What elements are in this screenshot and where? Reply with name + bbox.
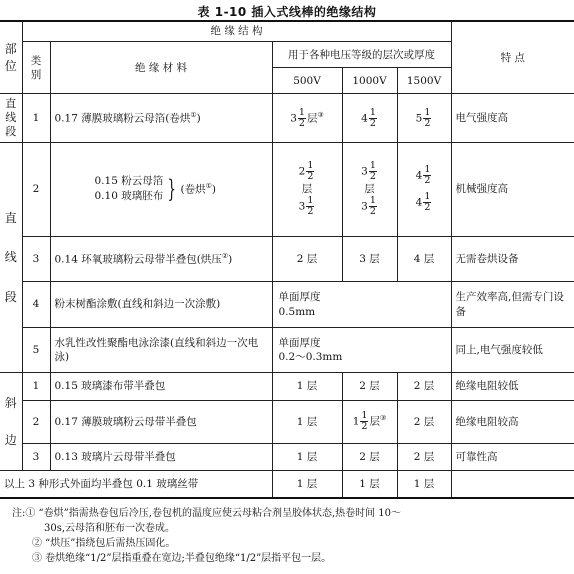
note-3: ③ 卷烘绝缘“1/2”层指重叠在宽边;半叠包绝缘“1/2”层指平包一层。 — [32, 553, 332, 564]
material-cell: 粉末树酯涂敷(直线和斜边一次涂敷) — [50, 282, 272, 328]
insulation-structure-table — [0, 20, 574, 499]
category-cell: 2 — [22, 400, 50, 443]
category-cell: 1 — [22, 94, 50, 143]
note-1-continued: 30s,云母箔和胚布一次卷成。 — [44, 523, 176, 534]
thickness-1500v-cell: 4 层 — [397, 236, 451, 282]
material-header: 绝 缘 材 料 — [50, 42, 272, 94]
feature-cell: 绝缘电阻较高 — [451, 400, 574, 443]
thickness-500v-cell: 2 $\frac{1}{2}$ 层 3 $\frac{1}{2}$ — [272, 143, 342, 236]
table-row — [0, 471, 574, 498]
thickness-1000v-cell: 1 层 — [342, 471, 397, 498]
section-label-straight-line: 直 线 段 — [0, 94, 22, 143]
thickness-1000v-cell: 3 层 — [342, 236, 397, 282]
thickness-1500v-cell: 2 层 — [397, 400, 451, 443]
thickness-1500v-cell: 1 层 — [397, 471, 451, 498]
table-notes — [12, 506, 568, 566]
material-cell: 水乳性改性聚酯电泳涂漆(直线和斜边一次电泳) — [50, 327, 272, 373]
material-cell: 0.17 薄膜玻璃粉云母箔(卷烘①) — [50, 94, 272, 143]
thickness-1000v-cell: 2 层 — [342, 373, 397, 400]
fraction: $\frac{1}{2}$ — [424, 191, 431, 214]
material-cell: 0.17 薄膜玻璃粉云母带半叠包 — [50, 400, 272, 443]
thickness-1500v-cell: 2 层 — [397, 373, 451, 400]
thickness-500v-cell: 3 $\frac{1}{2}$ 层③ — [272, 94, 342, 143]
fraction: $\frac{1}{2}$ — [361, 410, 368, 433]
fraction: $\frac{1}{2}$ — [369, 106, 376, 129]
note-2: ② “烘压”指绕包后需热压固化。 — [32, 538, 176, 549]
summary-material-cell: 以上 3 种形式外面均半叠包 0.1 玻璃丝带 — [0, 471, 272, 498]
section-label-straight: 直 线 段 — [0, 143, 22, 373]
thickness-1000v-cell: 3 $\frac{1}{2}$ 层 3 $\frac{1}{2}$ — [342, 143, 397, 236]
thickness-500v-cell: 1 层 — [272, 373, 342, 400]
feature-cell: 电气强度高 — [451, 94, 574, 143]
voltage-1000v-header: 1000V — [342, 68, 397, 94]
table-row — [0, 400, 574, 443]
table-row — [0, 373, 574, 400]
table-row — [0, 327, 574, 373]
note-1: 注:① “卷烘”指需热卷包后冷压,卷包机的温度应使云母粘合剂呈胶体状态,热卷时间 10～ — [12, 508, 402, 519]
voltage-1500v-header: 1500V — [397, 68, 451, 94]
thickness-1000v-cell: 1 $\frac{1}{2}$ 层③ — [342, 400, 397, 443]
material-cell: 0.15 粉云母箔 0.10 玻璃胚布 } (卷烘①) — [50, 143, 272, 236]
feature-cell: 可靠性高 — [451, 444, 574, 471]
category-cell: 2 — [22, 143, 50, 236]
feature-cell: 机械强度高 — [451, 143, 574, 236]
fraction: $\frac{1}{2}$ — [307, 160, 314, 183]
thickness-500v-cell: 1 层 — [272, 444, 342, 471]
part-header: 部 位 — [0, 21, 22, 94]
thickness-1500v-cell: 2 层 — [397, 444, 451, 471]
category-header: 类别 — [22, 42, 50, 94]
thickness-cell: 单面厚度 0.5mm — [272, 282, 451, 328]
thickness-500v-cell: 2 层 — [272, 236, 342, 282]
feature-cell: 同上,电气强度较低 — [451, 327, 574, 373]
thickness-500v-cell: 1 层 — [272, 471, 342, 498]
feature-cell: 无需卷烘设备 — [451, 236, 574, 282]
fraction: $\frac{1}{2}$ — [369, 195, 376, 218]
material-cell: 0.15 玻璃漆布带半叠包 — [50, 373, 272, 400]
voltage-500v-header: 500V — [272, 68, 342, 94]
material-cell: 0.14 环氧玻璃粉云母带半叠包(烘压②) — [50, 236, 272, 282]
insulation-structure-header: 绝 缘 结 构 — [22, 21, 451, 42]
thickness-1500v-cell: 5 $\frac{1}{2}$ — [397, 94, 451, 143]
feature-cell — [451, 471, 574, 498]
table-title: 表 1-10 插入式线棒的绝缘结构 — [197, 5, 377, 19]
table-row — [0, 282, 574, 328]
category-cell: 3 — [22, 444, 50, 471]
feature-cell: 生产效率高,但需专门设备 — [451, 282, 574, 328]
fraction: $\frac{1}{2}$ — [369, 160, 376, 183]
fraction: $\frac{1}{2}$ — [424, 106, 431, 129]
category-cell: 5 — [22, 327, 50, 373]
thickness-cell: 单面厚度 0.2～0.3mm — [272, 327, 451, 373]
features-header: 特 点 — [451, 21, 574, 94]
feature-cell: 绝缘电阻较低 — [451, 373, 574, 400]
thickness-500v-cell: 1 层 — [272, 400, 342, 443]
section-label-oblique: 斜 边 — [0, 373, 22, 471]
category-cell: 3 — [22, 236, 50, 282]
thickness-1000v-cell: 2 层 — [342, 444, 397, 471]
table-row — [0, 94, 574, 143]
table-row — [0, 143, 574, 236]
thickness-header: 用于各种电压等级的层次或厚度 — [272, 42, 451, 68]
fraction: $\frac{1}{2}$ — [307, 195, 314, 218]
thickness-1000v-cell: 4 $\frac{1}{2}$ — [342, 94, 397, 143]
fraction: $\frac{1}{2}$ — [298, 106, 305, 129]
category-cell: 4 — [22, 282, 50, 328]
thickness-1500v-cell: 4 $\frac{1}{2}$ 4 $\frac{1}{2}$ — [397, 143, 451, 236]
table-row — [0, 236, 574, 282]
category-cell: 1 — [22, 373, 50, 400]
table-row — [0, 444, 574, 471]
fraction: $\frac{1}{2}$ — [424, 164, 431, 187]
material-cell: 0.13 玻璃片云母带半叠包 — [50, 444, 272, 471]
